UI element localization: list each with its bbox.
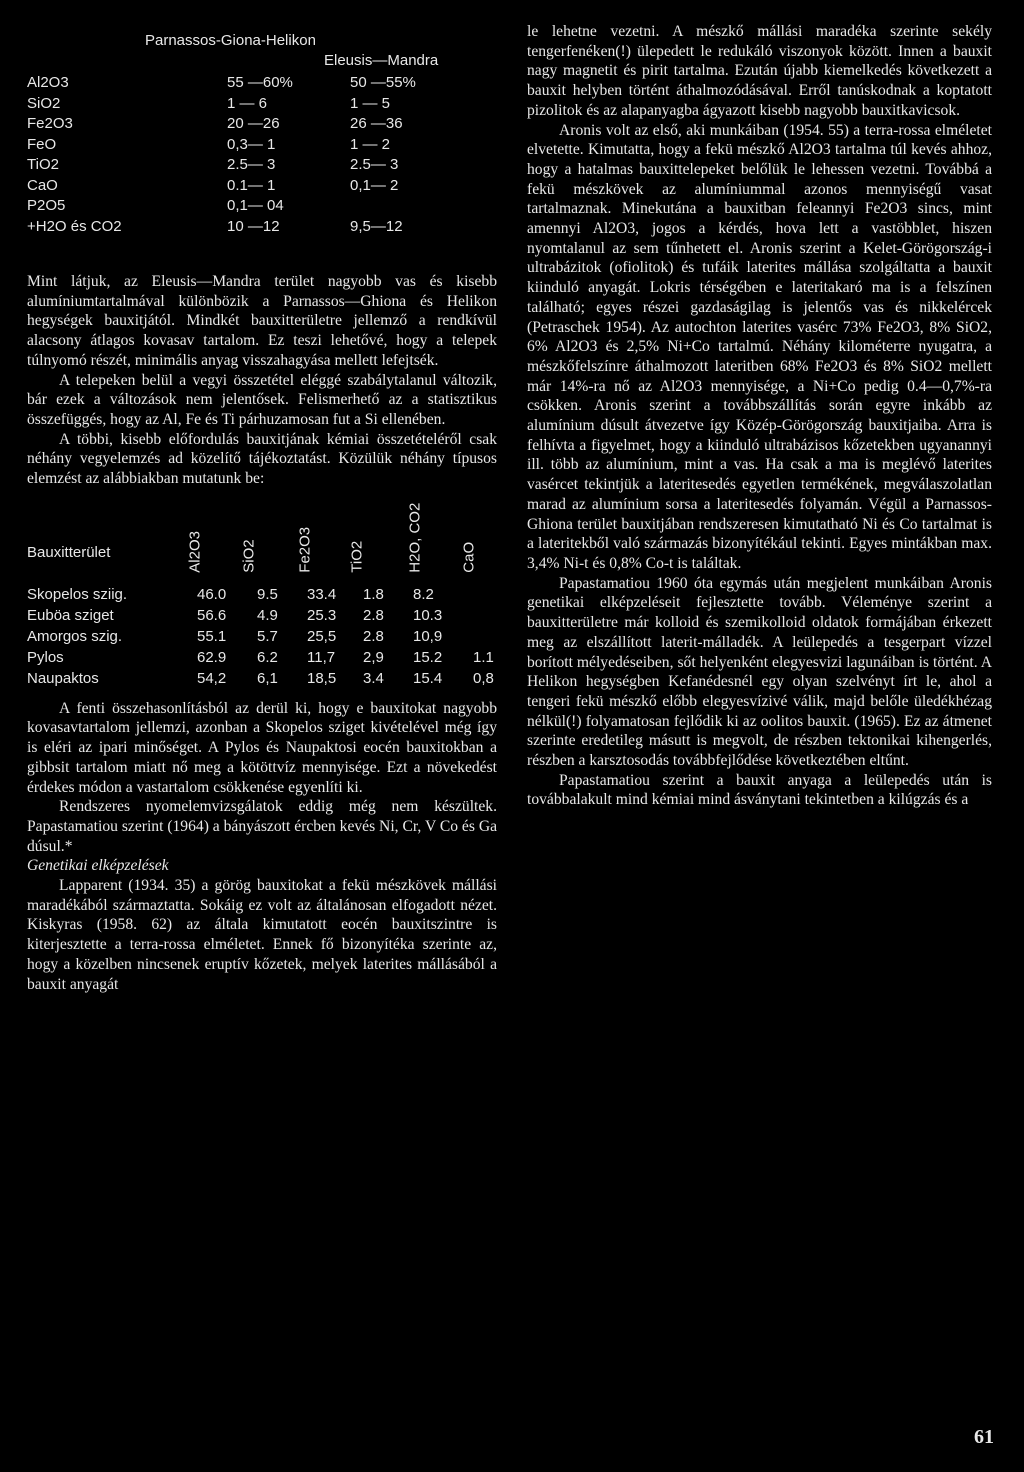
bauxite-cell: 56.6 — [197, 606, 227, 624]
composition-cell: 50 —55% — [350, 74, 416, 91]
composition-cell: 55 —60% — [227, 74, 293, 91]
bauxite-row-name: Skopelos sziig. — [27, 585, 128, 603]
bauxite-cell: 10,9 — [413, 627, 443, 645]
composition-cell: 2.5— 3 — [350, 156, 399, 173]
bauxite-column-header: Fe2O3 — [296, 526, 314, 573]
paragraph: Lapparent (1934. 35) a görög bauxitokat a fekü mészkövek mállási maradékából származtatta. Sokáig ez volt az általánosan elfogadott nézet. Kiskyras (1958. 62) az általa kimutatott eocén bauxitszintre is kiterjesztette a terra-rossa elméletet. Ennek fő bizonyítéka szerinte az, hogy a közelben nincsenek eruptív kőzetek, melyek laterites mállásából a bauxit anyagát — [27, 877, 497, 993]
composition-cell: 10 —12 — [227, 217, 280, 235]
bauxite-cell: 54,2 — [197, 669, 227, 687]
bauxite-cell: 6.2 — [257, 648, 278, 666]
bauxite-cell: 55.1 — [197, 627, 227, 645]
bauxite-cell: 3.4 — [363, 669, 384, 687]
composition-cell: Al2O3 — [27, 74, 69, 91]
composition-cell: 1 — 2 — [350, 135, 391, 153]
composition-cell: SiO2 — [27, 94, 61, 112]
composition-cell: 0,1— 2 — [350, 176, 399, 194]
page-number: 61 — [974, 1426, 994, 1448]
composition-table — [27, 22, 497, 272]
composition-cell: 20 —26 — [227, 115, 280, 132]
composition-cell: CaO — [27, 176, 58, 194]
bauxite-column-header: TiO2 — [348, 540, 366, 573]
composition-cell: 1 — 6 — [227, 94, 268, 112]
composition-cell: 0,1— 04 — [227, 197, 284, 214]
bauxite-cell: 46.0 — [197, 585, 227, 603]
bauxite-cell: 62.9 — [197, 648, 227, 666]
bauxite-cell: 18,5 — [307, 669, 337, 687]
paragraph: Mint látjuk, az Eleusis—Mandra terület nagyobb vas és kisebb alumíniumtartalmával különbözik a Parnassos—Ghiona és Helikon hegységek bauxitjától. Mindkét bauxitterületre jellemző a rendkívül alacsony átlagos kovasav tartalom. Ez teszi lehetővé, hogy a telepek túlnyomó részét, minimális anyag visszahagyása mellett lefejtsék. — [27, 273, 497, 369]
bauxite-cell: 25,5 — [307, 627, 337, 645]
bauxite-cell: 11,7 — [307, 648, 336, 666]
bauxite-cell: 8.2 — [413, 585, 434, 603]
bauxite-cell: 10.3 — [413, 606, 443, 624]
bauxite-cell: 2.8 — [363, 606, 384, 624]
bauxite-table-label: Bauxitterület — [27, 543, 111, 561]
paragraph: Papastamatiou szerint a bauxit anyaga a leülepedés után is továbbalakult mind kémiai mind ásványtani tekintetben a kilúgzás és a — [527, 771, 992, 809]
bauxite-row-name: Naupaktos — [27, 669, 99, 687]
bauxite-cell: 9.5 — [257, 585, 278, 603]
paragraph: Rendszeres nyomelemvizsgálatok eddig még nem készültek. Papastamatiou szerint (1964) a bányászott ércben kevés Ni, Cr, V Co és Ga dúsul.* — [27, 798, 497, 855]
bauxite-cell: 1.8 — [363, 585, 384, 603]
bauxite-row-name: Euböa sziget — [27, 606, 114, 624]
composition-cell: 1 — 5 — [350, 94, 391, 112]
composition-cell: Fe2O3 — [27, 115, 73, 132]
bauxite-table — [27, 489, 497, 699]
paragraph: Aronis volt az első, aki munkáiban (1954. 55) a terra-rossa elméletet elvetette. Kimutatta, hogy a fekü mészkő Al2O3 tartalma túl kevés ahhoz, hogy a hatalmas bauxittelepeket belőlük le lehessen vezetni. Továbbá a fekü mészkövek az alumíniummal azonos mennyiségű vasat tartalmaznak. Minekutána a bauxitban feleannyi Fe2O3 sincs, mint amennyi Al2O3, jogos a kérdés, hova lett a vastöbblet, hiszen nyomtalanul az sem tűnhetett el. Aronis szerint a Kelet-Görögország-i ultrabázitok (ofiolitok) és tufáik laterites mállása szolgáltatta a bauxit kiinduló anyagát. Lokris térségében e lateritakaró ma is a felszínen található; egyes részei gazdaságilag is jelentős vas és nikkelércek (Petraschek 1954). Az autochton laterites vasérc 73% Fe2O3, 8% SiO2, 6% Al2O3 és 2,5% Ni+Co tartalmú. Néhány kilométerre nyugatra, a mészkőfelszínre áthalmozott lateritben 68% Fe2O3 és 8% SiO2 mellett már 14%-ra nő az Al2O3 mennyisége, a Ni+Co pedig 0.4—0,7%-ra csökken. Aronis szerint a továbbszállítás során egyre inkább az alumínium dúsult átvezetve így Közép-Görögország bauxitjaiba. Arra is felhívta a figyelmet, hogy a kiinduló ultrabázisos kőzetekben ugyanannyi ill. több az alumínium, mint a vas. Ha csak a ma is meglévő laterites vasércet tekintjük a lateritesedés egyetlen termékének, megválaszolatlan marad az alumínium sorsa a lateritesedés folyamán. Végül a Parnassos-Ghiona terület bauxitjában rendszeresen kimutatható Ni és Co tartalmat is a lateritekből való származás bizonyítékául tekinti. Egyes mintákban max. 3,4% Ni-t és 0,8% Co-t is találtak. — [527, 121, 992, 572]
bauxite-column-header: Al2O3 — [186, 531, 204, 573]
paragraph: A fenti összehasonlításból az derül ki, hogy e bauxitokat nagyobb kovasavtartalom jellemzi, azonban a Skopelos sziget kivételével még így is eléri az ipari minőséget. A Pylos és Naupaktosi eocén bauxitokban a gibbsit tartalom miatt nő meg a kötöttvíz mennyisége. Ezt a növekedést érdekes módon a vastartalom csökkenése egyenlíti ki. — [27, 699, 497, 796]
bauxite-cell: 15.4 — [413, 669, 443, 687]
composition-header-pgh: Parnassos-Giona-Helikon — [145, 32, 316, 49]
composition-cell: FeO — [27, 135, 57, 153]
bauxite-row-name: Amorgos szig. — [27, 627, 123, 645]
bauxite-cell: 6,1 — [257, 669, 278, 687]
bauxite-cell: 2.8 — [363, 627, 384, 645]
composition-cell: +H2O és CO2 — [27, 217, 122, 235]
right-column — [527, 22, 992, 810]
left-column — [27, 22, 497, 994]
bauxite-column-header: CaO — [460, 541, 478, 573]
bauxite-cell: 5.7 — [257, 627, 278, 645]
composition-cell: 0.1— 1 — [227, 176, 276, 194]
bauxite-cell: 15.2 — [413, 648, 443, 666]
composition-cell: 2.5— 3 — [227, 156, 276, 173]
bauxite-row-name: Pylos — [27, 648, 64, 666]
bauxite-column-header: H2O, CO2 — [406, 502, 424, 573]
paragraph: A többi, kisebb előfordulás bauxitjának kémiai összetételéről csak néhány vegyelemzés ad közelítő tájékoztatást. Közülük néhány típusos elemzést az alábbiakban mutatunk be: — [27, 430, 497, 488]
bauxite-cell: 33.4 — [307, 585, 337, 603]
composition-header-em: Eleusis—Mandra — [324, 52, 439, 69]
paragraph: Papastamatiou 1960 óta egymás után megjelent munkáiban Aronis genetikai elképzeléseit fejlesztette tovább. Véleménye szerint a bauxitterületre már kolloid és szemikolloid oldatok formájában érkezett meg az elszállított laterit-málladék. A leülepedés a tesgerpart vízzel borított mélyedéseiben, sőt helyenként elegyesvizi lagunáiban is történt. A Helikon hegységben Kefanédesnél egy olyan szelvényt írt le, ahol a tengeri fekü mészkő előbb elegyesvízivé válik, majd belőle üledékhézag nélkül(!) folyamatosan fejlődik ki az oolitos bauxit. (1965). Ez az átmenet szerinte eredetileg másutt is megvolt, de részben tektonikai kihengerlés, részben a karsztosodás továbbfejlődése következtében eltűnt. — [527, 574, 992, 770]
bauxite-cell: 4.9 — [257, 606, 278, 624]
paragraph: A telepeken belül a vegyi összetétel eléggé szabálytalanul változik, bár ezek a változások nem jelentősek. Felismerhető az a statisztikus összefüggés, hogy az Al, Fe és Ti párhuzamosan fut a Si ellenében. — [27, 371, 497, 428]
bauxite-column-header: SiO2 — [240, 539, 258, 573]
composition-cell: 26 —36 — [350, 115, 403, 132]
composition-cell: P2O5 — [27, 197, 66, 214]
bauxite-cell: 25.3 — [307, 606, 337, 624]
composition-cell: 9,5—12 — [350, 217, 403, 235]
bauxite-cell: 2,9 — [363, 648, 384, 666]
paragraph: le lehetne vezetni. A mészkő mállási maradéka szerinte sekély tengerfenéken(!) ülepedett le redukáló viszonyok között. Innen a bauxit nagy magnetit és pirit tartalma. Ezután újabb kiemelkedés következett a bauxit helyben történt áthalmozódásával. Erről tanúskodnak a koptatott pizolitok és az alapanyagba ágyazott kisebb nagyobb bauxitkavicsok. — [527, 23, 992, 119]
bauxite-cell: 0,8 — [473, 669, 494, 687]
bauxite-cell: 1.1 — [473, 648, 494, 666]
section-heading: Genetikai elképzelések — [27, 857, 169, 875]
composition-cell: TiO2 — [27, 156, 59, 173]
composition-cell: 0,3— 1 — [227, 135, 276, 153]
